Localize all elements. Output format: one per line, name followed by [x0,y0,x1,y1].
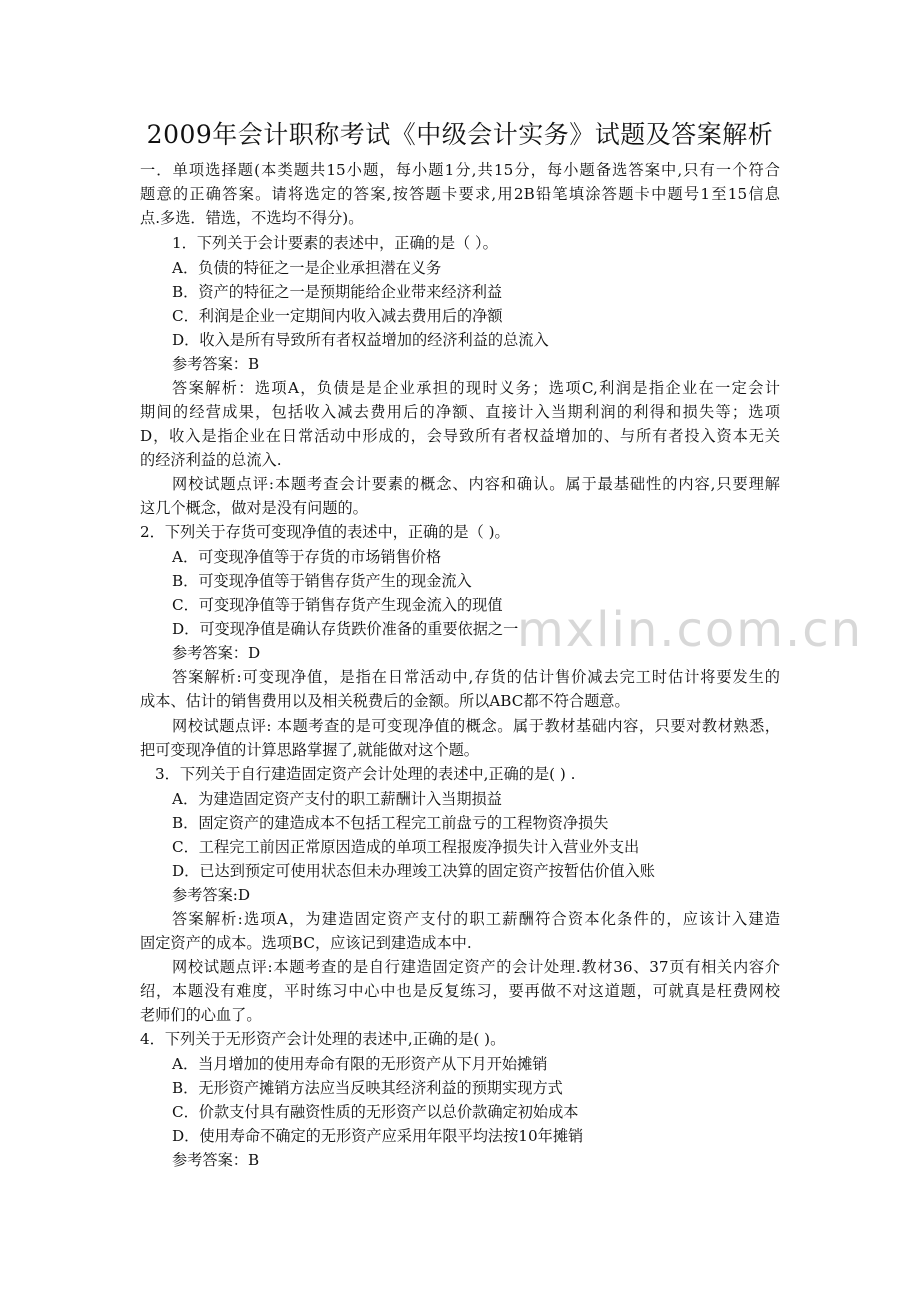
question-4-option-a: A．当月增加的使用寿命有限的无形资产从下月开始摊销 [172,1055,548,1073]
question-1-comment: 网校试题点评:本题考查会计要素的概念、内容和确认。属于最基础性的内容,只要理解 [172,475,780,493]
question-2-explanation: 成本、估计的销售费用以及相关税费后的金额。所以ABC都不符合题意。 [140,692,630,710]
document-title: 2009年会计职称考试《中级会计实务》试题及答案解析 [146,120,774,149]
section-intro-line: 点.多选．错选，不选均不得分)。 [140,209,364,227]
question-3-option-c: C．工程完工前因正常原因造成的单项工程报废净损失计入营业外支出 [172,838,640,856]
question-3-stem: 3．下列关于自行建造固定资产会计处理的表述中,正确的是( ) . [155,765,576,783]
question-1-comment: 这几个概念，做对是没有问题的。 [140,499,368,517]
question-2-stem: 2．下列关于存货可变现净值的表述中，正确的是（ )。 [140,523,510,541]
question-4-answer: 参考答案：B [172,1151,260,1169]
question-2-option-a: A．可变现净值等于存货的市场销售价格 [172,548,442,566]
question-1-explanation: 答案解析：选项A，负债是是企业承担的现时义务；选项C,利润是指企业在一定会计 [172,379,780,397]
question-2-answer: 参考答案：D [172,644,261,662]
question-2-comment: 把可变现净值的计算思路掌握了,就能做对这个题。 [140,741,479,759]
watermark: mxlin.com.cn [517,602,864,658]
question-3-option-a: A．为建造固定资产支付的职工薪酬计入当期损益 [172,790,502,808]
question-1-option-b: B．资产的特征之一是预期能给企业带来经济利益 [172,283,503,301]
question-4-option-d: D．使用寿命不确定的无形资产应采用年限平均法按10年摊销 [172,1127,584,1145]
question-4-option-c: C．价款支付具有融资性质的无形资产以总价款确定初始成本 [172,1103,579,1121]
question-3-option-b: B．固定资产的建造成本不包括工程完工前盘亏的工程物资净损失 [172,814,609,832]
question-2-option-c: C．可变现净值等于销售存货产生现金流入的现值 [172,596,503,614]
question-4-stem: 4．下列关于无形资产会计处理的表述中,正确的是( )。 [140,1030,506,1048]
question-1-answer: 参考答案：B [172,355,260,373]
question-1-explanation: 期间的经营成果，包括收入减去费用后的净额、直接计入当期利润的利得和损失等；选项 [140,403,780,421]
section-intro-line: 题意的正确答案。请将选定的答案,按答题卡要求,用2B铅笔填涂答题卡中题号1至15信息 [140,185,780,203]
question-2-option-b: B．可变现净值等于销售存货产生的现金流入 [172,572,472,590]
question-3-option-d: D．已达到预定可使用状态但未办理竣工决算的固定资产按暂估价值入账 [172,862,655,880]
question-1-explanation: 的经济利益的总流入. [140,451,282,469]
question-3-explanation: 固定资产的成本。选项BC，应该记到建造成本中. [140,934,472,952]
question-3-comment: 老师们的心血了。 [140,1006,262,1024]
question-1-option-d: D．收入是所有导致所有者权益增加的经济利益的总流入 [172,331,549,349]
question-1-option-c: C．利润是企业一定期间内收入减去费用后的净额 [172,307,503,325]
question-3-explanation: 答案解析:选项A，为建造固定资产支付的职工薪酬符合资本化条件的，应该计入建造 [172,910,780,928]
question-3-comment: 网校试题点评:本题考查的是自行建造固定资产的会计处理.教材36、37页有相关内容介 [172,958,780,976]
question-2-comment: 网校试题点评: 本题考查的是可变现净值的概念。属于教材基础内容，只要对教材熟悉， [172,717,780,735]
question-1-option-a: A．负债的特征之一是企业承担潜在义务 [172,259,442,277]
question-2-option-d: D．可变现净值是确认存货跌价准备的重要依据之一 [172,620,519,638]
question-2-explanation: 答案解析:可变现净值，是指在日常活动中,存货的估计售价减去完工时估计将要发生的 [172,668,780,686]
question-3-answer: 参考答案:D [172,886,251,904]
question-1-stem: 1．下列关于会计要素的表述中，正确的是（ ）。 [172,234,498,252]
question-1-explanation: D，收入是指企业在日常活动中形成的，会导致所有者权益增加的、与所有者投入资本无关 [140,427,780,445]
question-3-comment: 绍，本题没有难度，平时练习中心中也是反复练习，要再做不对这道题，可就真是枉费网校 [140,982,780,1000]
question-4-option-b: B．无形资产摊销方法应当反映其经济利益的预期实现方式 [172,1079,563,1097]
section-intro-line: 一．单项选择题(本类题共15小题，每小题1分,共15分，每小题备选答案中,只有一个符合 [140,161,780,179]
